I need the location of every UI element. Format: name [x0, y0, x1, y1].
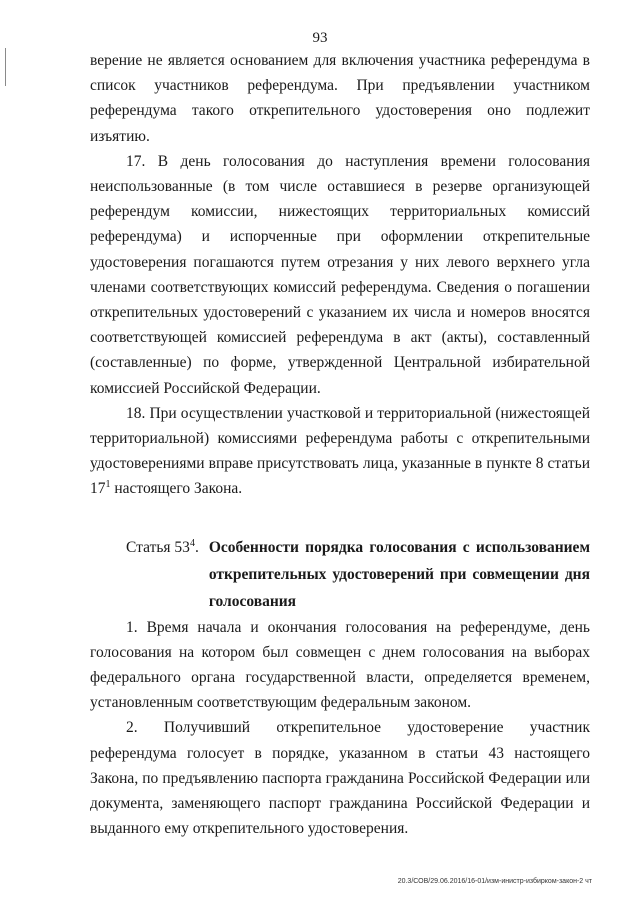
- page-number: 93: [312, 30, 328, 46]
- paragraph-18-tail: настоящего Закона.: [110, 480, 243, 498]
- article-paragraph-1: 1. Время начала и окончания голосования на референдуме, день голосования на котором был совмещен с днем голосования на выборах федерального органа государственной власти, определяется временем, установленным соответствующим федеральным законом.: [90, 618, 590, 712]
- article-paragraph-2: 2. Получивший открепительное удостоверение участник референдума голосует в порядке, указанном в статьи 43 настоящего Закона, по предъявлению паспорта гражданина Российской Федерации или документа, заменяющего паспорт гражданина Российской Федерации и выданного ему открепительного удостоверения.: [90, 719, 590, 838]
- article-heading: [90, 534, 590, 615]
- scan-edge-mark: [5, 48, 6, 86]
- paragraph-18-text: 18. При осуществлении участковой и территориальной (нижестоящей территориальной) комиссиями референдума работы с открепительными удостоверениями вправе присутствовать лица, указанные в пункте 8 статьи 17: [90, 404, 590, 498]
- document-body: [90, 48, 590, 841]
- paragraph-18-superscript: 1: [105, 479, 111, 491]
- article-number-suffix: .: [194, 538, 199, 556]
- paragraph-17: 17. В день голосования до наступления времени голосования неиспользованные (в том числе оставшиеся в резерве организующей референдум комиссии, нижестоящих территориальных комиссий референдума) и испорченные при оформлении открепительные удостоверения погашаются путем отрезания у них левого верхнего угла членами соответствующих комиссий референдума. Сведения о погашении открепительных удостоверений с указанием их числа и номеров вносятся соответствующей комиссией референдума в акт (акты), составленный (составленные) по форме, утвержденной Центральной избирательной комиссией Российской Федерации.: [90, 152, 590, 397]
- paragraph-18: [90, 401, 590, 502]
- article-number: [90, 534, 209, 615]
- article-number-text: Статья 53: [126, 538, 190, 556]
- article-title: Особенности порядка голосования с использованием открепительных удостоверений при совмещении дня голосования: [208, 538, 590, 610]
- footer-file-code: 20.3/СОВ/29.06.2016/16-01/изм-инистр-избирком-закон-2 чт: [397, 878, 592, 885]
- paragraph-continuation: верение не является основанием для включения участника референдума в список участников референдума. При предъявлении участником референдума такого открепительного удостоверения оно подлежит изъятию.: [90, 52, 590, 145]
- article-number-superscript: 4: [189, 537, 195, 549]
